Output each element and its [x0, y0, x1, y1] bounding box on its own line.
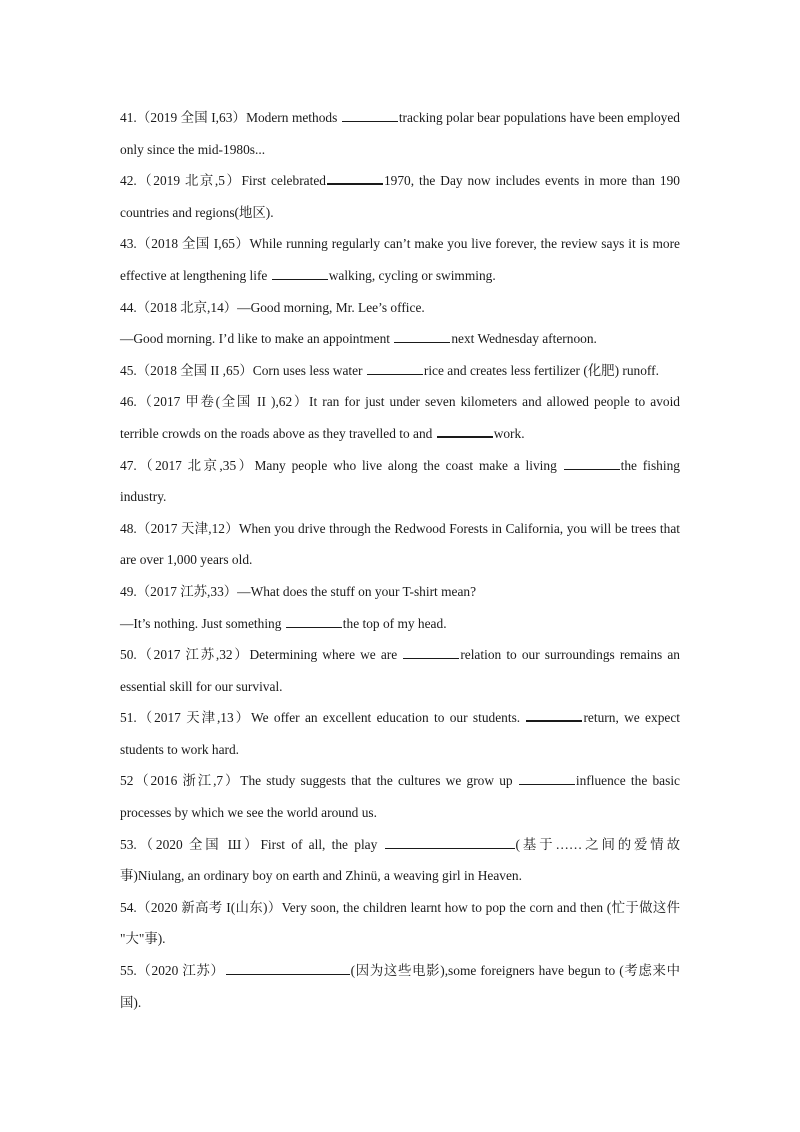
question-number: 54.（2020 新高考 I(山东)） [120, 899, 282, 915]
question-number: 43.（2018 全国 I,65） [120, 236, 250, 252]
answer-blank[interactable] [367, 362, 423, 375]
question-number: 45.（2018 全国 II ,65） [120, 362, 253, 378]
question-line [120, 892, 684, 955]
question-text: (因为这些电影),some foreigners have begun to (考虑来中国). [120, 963, 680, 1010]
question-text: First celebrated [241, 173, 326, 189]
question-line [120, 102, 684, 165]
question-line [120, 323, 680, 355]
question-line [120, 228, 684, 291]
question-line [120, 829, 680, 892]
question-text: When you drive through the Redwood Forests in California, you will be trees that are over 1,000 years old. [120, 520, 684, 568]
question-item [120, 639, 684, 702]
question-text: Modern methods [246, 110, 341, 125]
question-text: Very soon, the children learnt how to pop the corn and then (忙于做这件 "大"事). [120, 899, 684, 947]
question-text: work. [493, 425, 525, 441]
question-item [120, 228, 684, 291]
question-line [120, 292, 680, 324]
question-text: next Wednesday afternoon. [451, 331, 597, 347]
question-line [120, 450, 684, 513]
question-text: 1970, the Day now includes events in more than 190 countries and regions(地区). [120, 173, 684, 220]
question-line [120, 165, 684, 228]
question-text: rice and creates less fertilizer (化肥) runoff. [423, 362, 659, 378]
question-text: —What does the stuff on your T-shirt mean? [237, 583, 477, 599]
question-number: 50.（2017 江苏,32） [120, 647, 250, 663]
answer-blank[interactable] [342, 109, 398, 122]
answer-blank[interactable] [403, 646, 459, 659]
question-text: —Good morning, Mr. Lee’s office. [237, 299, 425, 315]
question-item [120, 513, 684, 576]
question-text: return, we expect students to work hard. [120, 710, 684, 757]
question-text: the top of my head. [342, 615, 447, 631]
question-text: —Good morning. I’d like to make an appointment [120, 331, 394, 347]
question-line [120, 639, 684, 702]
question-line [120, 386, 684, 449]
question-line [120, 355, 680, 387]
question-item [120, 892, 684, 955]
question-item [120, 102, 684, 165]
question-item [120, 955, 680, 1018]
question-number: 41.（2019 全国 I,63） [120, 110, 247, 125]
question-text: It ran for just under seven kilometers and allowed people to avoid terrible crowds on the roads above as they travelled to and [120, 394, 684, 441]
question-text: Many people who live along the coast make a living [254, 457, 563, 473]
question-item [120, 355, 680, 387]
answer-blank[interactable] [327, 171, 383, 185]
question-text: —It’s nothing. Just something [120, 615, 285, 631]
question-text: (基于……之间的爱情故事)Niulang, an ordinary boy on earth and Zhinü, a weaving girl in Heaven. [120, 836, 680, 884]
answer-blank[interactable] [286, 615, 342, 628]
answer-blank[interactable] [272, 267, 328, 280]
question-text: Determining where we are [249, 647, 403, 663]
question-number: 46.（2017 甲卷(全国 II ),62） [120, 394, 310, 410]
question-text: We offer an excellent education to our students. [251, 710, 526, 726]
answer-blank[interactable] [226, 962, 350, 975]
question-line [120, 765, 684, 828]
question-text: influence the basic processes by which we see the world around us. [120, 773, 684, 821]
question-text: relation to our surroundings remains an essential skill for our survival. [120, 647, 684, 694]
question-item [120, 829, 680, 892]
question-text: walking, cycling or swimming. [328, 267, 496, 283]
question-line [120, 702, 684, 765]
question-number: 44.（2018 北京,14） [120, 299, 238, 315]
question-number: 52（2016 浙江,7） [120, 773, 241, 789]
question-number: 55.（2020 江苏） [120, 963, 225, 979]
question-number: 51.（2017 天津,13） [120, 710, 252, 726]
question-text: While running regularly can’t make you live forever, the review says it is more effective at lengthening life [120, 236, 684, 283]
question-line [120, 955, 680, 1018]
question-text: Corn uses less water [252, 362, 366, 378]
question-number: 53.（2020 全国 Ш） [120, 836, 261, 852]
question-line [120, 513, 684, 576]
answer-blank[interactable] [385, 836, 515, 849]
question-item [120, 292, 680, 355]
question-text: First of all, the play [260, 836, 384, 852]
question-item [120, 450, 684, 513]
question-item [120, 765, 684, 828]
question-line [120, 608, 680, 640]
question-item [120, 702, 684, 765]
answer-blank[interactable] [437, 424, 493, 438]
question-text: the fishing industry. [120, 457, 684, 505]
question-number: 42.（2019 北京,5） [120, 173, 242, 189]
question-item [120, 386, 684, 449]
question-number: 49.（2017 江苏,33） [120, 583, 238, 599]
answer-blank[interactable] [526, 708, 582, 722]
answer-blank[interactable] [394, 330, 450, 343]
answer-blank[interactable] [564, 457, 620, 470]
question-text: The study suggests that the cultures we grow up [240, 773, 518, 789]
answer-blank[interactable] [519, 772, 575, 785]
question-item [120, 165, 684, 228]
question-line [120, 576, 680, 608]
question-item [120, 576, 680, 639]
question-number: 47.（2017 北京,35） [120, 457, 255, 473]
question-text: tracking polar bear populations have been employed only since the mid-1980s... [120, 110, 684, 157]
question-number: 48.（2017 天津,12） [120, 520, 239, 536]
